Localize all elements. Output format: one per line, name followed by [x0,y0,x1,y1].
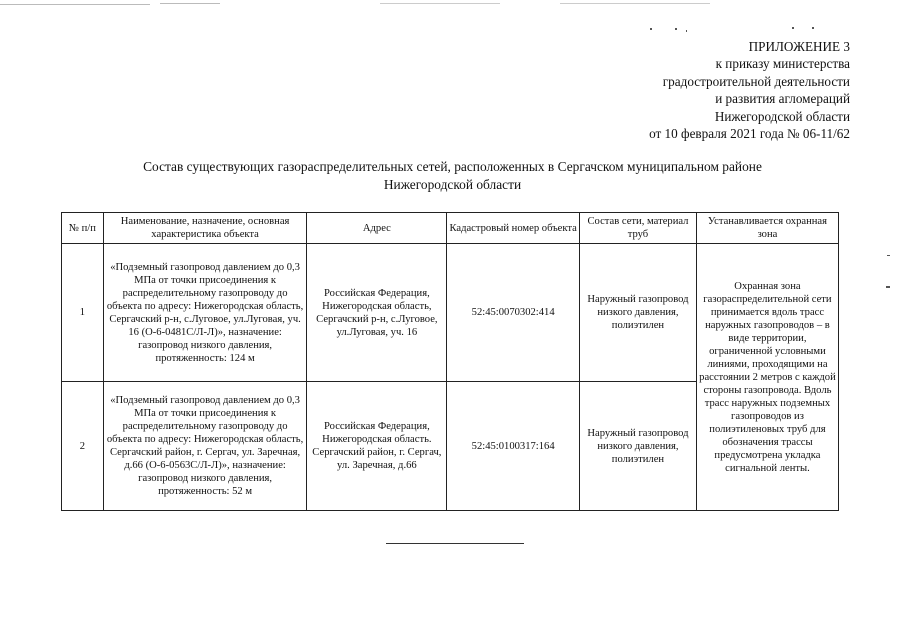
row-cadastral: 52:45:0070302:414 [447,244,580,382]
row-network: Наружный газопровод низкого давления, полиэтилен [579,382,696,511]
zone-description: Охранная зона газораспределительной сети принимается вдоль трасс наружных газопроводов – в виде территории, ограниченной условными линиями, проходящими на расстоянии 2 метров с каждой стороны газопровода. Вдоль трасс наружных подземных газопроводов из полиэтиленовых труб для обозначения трассы предусмотрена укладка сигнальной ленты. [696,244,838,511]
document-title [60,158,845,194]
gas-network-table [61,212,839,511]
header-name: Наименование, назначение, основная характеристика объекта [103,213,307,244]
scan-artifact [812,27,814,29]
footer-divider [386,543,524,544]
scan-artifact [686,30,687,32]
row-address: Российская Федерация, Нижегородская область. Сергачский район, г. Сергач, ул. Заречная, д.66 [307,382,447,511]
row-name: «Подземный газопровод давлением до 0,3 МПа от точки присоединения к распределительному газопроводу до объекта по адресу: Нижегородская область, Сергачский район, г. Сергач, ул. Заречная, д.66 (О-6-0563С/Л-Л)», назначение: газопровод низкого давления, протяженность: 52 м [103,382,307,511]
header-cadastral: Кадастровый номер объекта [447,213,580,244]
scan-artifact [560,3,710,4]
scan-artifact [887,255,890,256]
appendix-header [649,38,850,142]
scan-artifact [675,28,677,30]
header-network: Состав сети, материал труб [579,213,696,244]
row-num: 1 [62,244,104,382]
scan-artifact [160,3,220,4]
scan-artifact [380,3,500,4]
title-line-1: Состав существующих газораспределительных сетей, расположенных в Сергачском муниципальном районе [143,159,762,174]
table-row [62,244,839,382]
scan-artifact [650,28,652,30]
table-header-row [62,213,839,244]
scan-artifact [0,4,150,5]
header-line: к приказу министерства [715,56,850,72]
header-address: Адрес [307,213,447,244]
title-line-2: Нижегородской области [383,177,522,192]
row-cadastral: 52:45:0100317:164 [447,382,580,511]
header-num: № п/п [62,213,104,244]
header-line: Нижегородской области [714,108,850,124]
header-line: от 10 февраля 2021 года № 06-11/62 [649,126,850,142]
header-zone: Устанавливается охранная зона [696,213,838,244]
scan-artifact [886,286,890,288]
header-line: и развития агломераций [715,91,850,107]
scan-artifact [792,27,794,29]
header-line: ПРИЛОЖЕНИЕ 3 [748,39,850,54]
row-address: Российская Федерация, Нижегородская область, Сергачский р-н, с.Луговое, ул.Луговая, уч. 16 [307,244,447,382]
header-line: градостроительной деятельности [662,73,850,89]
row-num: 2 [62,382,104,511]
row-network: Наружный газопровод низкого давления, полиэтилен [579,244,696,382]
row-name: «Подземный газопровод давлением до 0,3 МПа от точки присоединения к распределительному газопроводу до объекта по адресу: Нижегородская область, Сергачский р-н, с.Луговое, ул.Луговая, уч. 16 (О-6-0481С/Л-Л)», назначение: газопровод низкого давления, протяженность: 124 м [103,244,307,382]
